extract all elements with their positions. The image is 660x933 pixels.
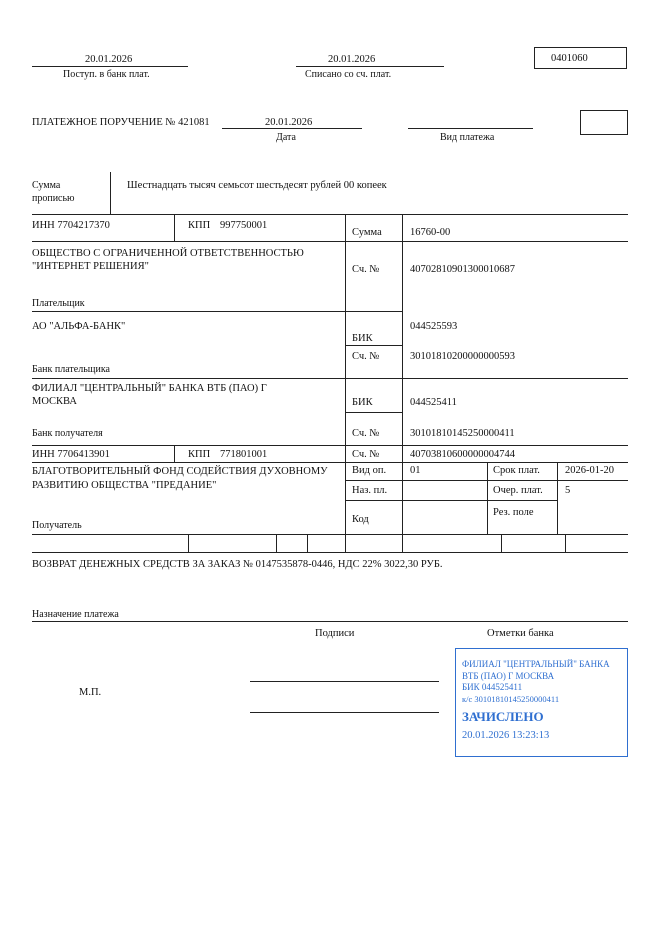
tax-cell-1 xyxy=(188,534,189,552)
payee-bank-corr-label: Сч. № xyxy=(352,428,380,439)
grid-h-payee-bank xyxy=(32,445,628,446)
grid-h-codes2 xyxy=(345,500,557,501)
payee-bank-corr: 30101810145250000411 xyxy=(410,428,515,439)
purpose-text: ВОЗВРАТ ДЕНЕЖНЫХ СРЕДСТВ ЗА ЗАКАЗ № 0147535878-0446, НДС 22% 3022,30 РУБ. xyxy=(32,559,443,570)
payee-name-2: РАЗВИТИЮ ОБЩЕСТВА "ПРЕДАНИЕ" xyxy=(32,480,217,491)
code-label: Код xyxy=(352,514,369,525)
op-type: 01 xyxy=(410,465,421,476)
payee-kpp-label: КПП xyxy=(188,449,211,460)
grid-v-kpp1 xyxy=(174,214,175,241)
signatures-label: Подписи xyxy=(315,628,355,639)
payer-bank-bik: 044525593 xyxy=(410,321,458,332)
grid-v-kpp2 xyxy=(174,445,175,462)
payee-account-label: Сч. № xyxy=(352,449,380,460)
payee-bank-bik-label: БИК xyxy=(352,397,373,408)
payer-account: 40702810901300010687 xyxy=(410,264,515,275)
debited-date-line xyxy=(296,66,444,67)
payer-bank-label: Банк плательщика xyxy=(32,364,110,375)
grid-v-codes1 xyxy=(487,462,488,534)
grid-v-right xyxy=(402,214,403,552)
payer-sum-label: Сумма xyxy=(352,227,382,238)
payer-account-label: Сч. № xyxy=(352,264,380,275)
reserve-label: Рез. поле xyxy=(493,507,534,518)
grid-h-sum xyxy=(345,241,628,242)
grid-v-codes2 xyxy=(557,462,558,534)
payee-bank-bik: 044525411 xyxy=(410,397,457,408)
amount-words-label-1: Сумма xyxy=(32,180,61,191)
grid-h-payer xyxy=(32,311,345,312)
bank-marks-label: Отметки банка xyxy=(487,628,554,639)
grid-h-inn-payer xyxy=(32,241,345,242)
order-date-line xyxy=(222,128,362,129)
grid-h-tax-row xyxy=(32,552,628,553)
tax-cell-4 xyxy=(501,534,502,552)
amount-words-text: Шестнадцать тысяч семьсот шестьдесят рублей 00 копеек xyxy=(127,180,387,191)
grid-h-payer-bank xyxy=(32,378,628,379)
op-type-label: Вид оп. xyxy=(352,465,387,476)
grid-h-payer-account xyxy=(345,311,402,312)
payee-kpp: 771801001 xyxy=(220,449,268,460)
bank-stamp xyxy=(455,648,628,757)
received-label: Поступ. в банк плат. xyxy=(63,69,150,80)
grid-h-payee xyxy=(32,534,628,535)
payer-name-2: "ИНТЕРНЕТ РЕШЕНИЯ" xyxy=(32,261,149,272)
payment-type-label: Вид платежа xyxy=(440,132,495,143)
received-date-line xyxy=(32,66,188,67)
payer-bank-corr-label: Сч. № xyxy=(352,351,380,362)
order-code-box xyxy=(580,110,628,135)
stamp-line-4: к/с 30101810145250000411 xyxy=(462,694,560,704)
grid-h-codes1 xyxy=(345,480,628,481)
order-title: ПЛАТЕЖНОЕ ПОРУЧЕНИЕ № 421081 xyxy=(32,117,210,128)
stamp-status: ЗАЧИСЛЕНО xyxy=(462,709,544,724)
payer-inn: ИНН 7704217370 xyxy=(32,220,110,231)
payee-inn: ИНН 7706413901 xyxy=(32,449,110,460)
due-date: 2026-01-20 xyxy=(565,465,614,476)
tax-cell-2 xyxy=(276,534,277,552)
grid-h-account-payee xyxy=(345,462,628,463)
grid-h-payee-inn xyxy=(32,462,345,463)
payer-sum: 16760-00 xyxy=(410,227,451,238)
stamp-line-1: ФИЛИАЛ "ЦЕНТРАЛЬНЫЙ" БАНКА xyxy=(462,659,610,669)
grid-h-payer-bik xyxy=(345,345,402,346)
payer-name-1: ОБЩЕСТВО С ОГРАНИЧЕННОЙ ОТВЕТСТВЕННОСТЬЮ xyxy=(32,248,304,259)
payment-type-line xyxy=(408,128,533,129)
order-date: 20.01.2026 xyxy=(265,117,313,128)
due-label: Срок плат. xyxy=(493,465,540,476)
form-code: 0401060 xyxy=(551,53,588,64)
stamp-place-label: М.П. xyxy=(79,687,102,698)
amount-words-divider xyxy=(110,172,111,214)
purpose-label: Назначение платежа xyxy=(32,609,119,620)
payee-bank-name-2: МОСКВА xyxy=(32,396,77,407)
amount-words-label-2: прописью xyxy=(32,193,75,204)
payer-bank-name: АО "АЛЬФА-БАНК" xyxy=(32,321,126,332)
payer-bank-bik-label: БИК xyxy=(352,333,373,344)
payee-label: Получатель xyxy=(32,520,82,531)
tax-cell-3 xyxy=(307,534,308,552)
grid-v-main xyxy=(345,214,346,552)
payee-bank-label: Банк получателя xyxy=(32,428,103,439)
payee-account: 40703810600000004744 xyxy=(410,449,515,460)
payer-label: Плательщик xyxy=(32,298,85,309)
payer-kpp-label: КПП xyxy=(188,220,211,231)
signature-line-1 xyxy=(250,681,439,682)
tax-cell-5 xyxy=(565,534,566,552)
priority: 5 xyxy=(565,485,571,496)
payee-bank-name-1: ФИЛИАЛ "ЦЕНТРАЛЬНЫЙ" БАНКА ВТБ (ПАО) Г xyxy=(32,383,267,394)
payer-bank-corr: 30101810200000000593 xyxy=(410,351,515,362)
stamp-datetime: 20.01.2026 13:23:13 xyxy=(462,730,550,741)
payee-name-1: БЛАГОТВОРИТЕЛЬНЫЙ ФОНД СОДЕЙСТВИЯ ДУХОВНОМУ xyxy=(32,466,328,477)
order-date-label: Дата xyxy=(276,132,296,143)
priority-label: Очер. плат. xyxy=(493,485,543,496)
payer-kpp: 997750001 xyxy=(220,220,268,231)
stamp-line-3: БИК 044525411 xyxy=(462,682,523,692)
purpose-bottom-line xyxy=(32,621,628,622)
received-date: 20.01.2026 xyxy=(85,54,133,65)
stamp-line-2: ВТБ (ПАО) Г МОСКВА xyxy=(462,671,555,681)
grid-h-payee-bik xyxy=(345,412,402,413)
debited-label: Списано со сч. плат. xyxy=(305,69,392,80)
debited-date: 20.01.2026 xyxy=(328,54,376,65)
purpose-code-label: Наз. пл. xyxy=(352,485,388,496)
amount-words-bottom-line xyxy=(32,214,628,215)
signature-line-2 xyxy=(250,712,439,713)
